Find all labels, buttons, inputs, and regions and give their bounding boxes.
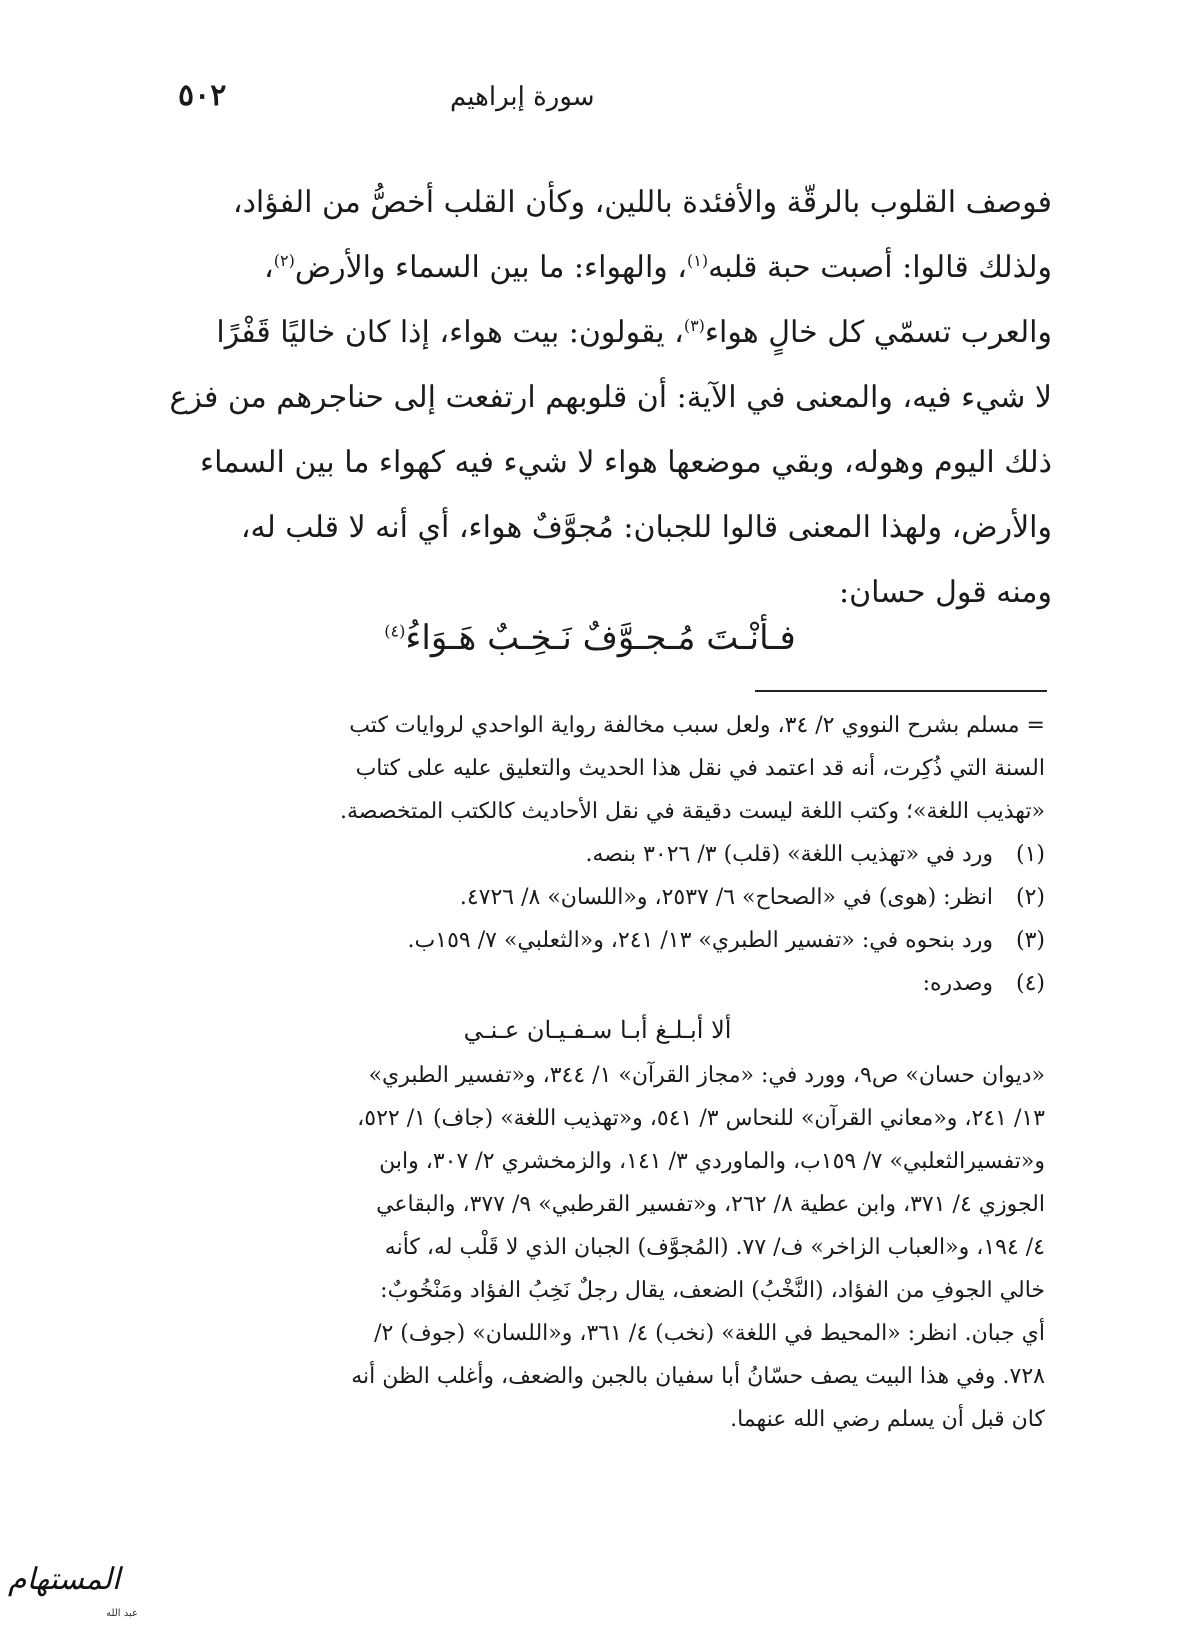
surah-title: سورة إبراهيم xyxy=(450,82,595,112)
footnote-line: «ديوان حسان» ص٩، وورد في: «مجاز القرآن» ١/ ٣٤٤، و«تفسير الطبري» xyxy=(368,1063,1045,1088)
main-text xyxy=(140,170,1052,625)
page-header xyxy=(150,78,1030,128)
footnote-text: ورد بنحوه في: «تفسير الطبري» ١٣/ ٢٤١، و«الثعلبي» ٧/ ١٥٩ب. xyxy=(407,928,993,953)
main-line: ومنه قول حسان: xyxy=(839,575,1052,610)
footnote-line: أي جبان. انظر: «المحيط في اللغة» (نخب) ٤/ ٣٦١، و«اللسان» (جوف) ٢/ xyxy=(374,1321,1045,1346)
footnote-line: و«تفسيرالثعلبي» ٧/ ١٥٩ب، والماوردي ٣/ ١٤١، والزمخشري ٢/ ٣٠٧، وابن xyxy=(379,1149,1045,1174)
main-line: والعرب تسمّي كل خالٍ هواء$^{(٣)}$، يقولون: بيت هواء، إذا كان خاليًا قَفْرًا xyxy=(216,315,1052,350)
footnote-number: (٣) xyxy=(1015,928,1045,953)
footnote-line: كان قبل أن يسلم رضي الله عنهما. xyxy=(730,1407,1045,1432)
footnote-text: انظر: (هوى) في «الصحاح» ٦/ ٢٥٣٧، و«اللسان» ٨/ ٤٧٢٦. xyxy=(459,885,993,910)
footnote-item xyxy=(150,919,1045,962)
footnote-line: ٤/ ١٩٤، و«العباب الزاخر» ف/ ٧٧. (المُجوَّف) الجبان الذي لا قَلْب له، كأنه xyxy=(384,1235,1045,1260)
main-line: ذلك اليوم وهوله، وبقي موضعها هواء لا شيء فيه كهواء ما بين السماء xyxy=(200,445,1052,480)
main-line: لا شيء فيه، والمعنى في الآية: أن قلوبهم ارتفعت إلى حناجرهم من فزع xyxy=(169,380,1052,415)
footnote-line: ٧٢٨. وفي هذا البيت يصف حسّانُ أبا سفيان بالجبن والضعف، وأغلب الظن أنه xyxy=(351,1364,1045,1389)
main-line: والأرض، ولهذا المعنى قالوا للجبان: مُجوَّفٌ هواء، أي أنه لا قلب له، xyxy=(240,510,1052,545)
watermark-text: المستهام xyxy=(8,1562,121,1597)
footnote-line: خالي الجوفِ من الفؤاد، (النَّخْبُ) الضعف، يقال رجلٌ نَخِبُ الفؤاد ومَنْخُوبٌ: xyxy=(380,1278,1045,1303)
footnote-number: (٤) xyxy=(1015,971,1045,996)
main-line: ولذلك قالوا: أصبت حبة قلبه$^{(١)}$، والهواء: ما بين السماء والأرض$^{(٢)}$، xyxy=(264,250,1052,285)
footnote-line: الجوزي ٤/ ٣٧١، وابن عطية ٨/ ٢٦٢، و«تفسير القرطبي» ٩/ ٣٧٧، والبقاعي xyxy=(376,1192,1045,1217)
footnote-continuation: = مسلم بشرح النووي ٢/ ٣٤، ولعل سبب مخالفة رواية الواحدي لروايات كتب xyxy=(349,713,1045,738)
main-line: فوصف القلوب بالرقّة والأفئدة باللين، وكأن القلب أخصُّ من الفؤاد، xyxy=(232,185,1052,220)
footnote-item xyxy=(150,876,1045,919)
footnote-continuation: السنة التي ذُكِرت، أنه قد اعتمد في نقل هذا الحديث والتعليق عليه على كتاب xyxy=(355,756,1045,781)
footnote-item xyxy=(150,833,1045,876)
footnote-text: وصدره: xyxy=(922,971,993,996)
footnote-ref: (٣) xyxy=(683,316,705,335)
footnote-divider xyxy=(755,690,1047,692)
footnote-continuation: «تهذيب اللغة»؛ وكتب اللغة ليست دقيقة في نقل الأحاديث كالكتب المتخصصة. xyxy=(339,799,1045,824)
footnote-ref: (٢) xyxy=(273,251,295,270)
footnote-number: (١) xyxy=(1015,842,1045,867)
poetry-verse: فـأنْـتَ مُـجـوَّفٌ نَـخِـبٌ هَـوَاءُ$^{(٤)}$ xyxy=(384,618,796,658)
footnote-poem: ألا أبـلـغ أبـا سـفـيـان عـنـي xyxy=(463,1016,732,1044)
footnote-number: (٢) xyxy=(1015,885,1045,910)
footnote-line: ١٣/ ٢٤١، و«معاني القرآن» للنحاس ٣/ ٥٤١، و«تهذيب اللغة» (جاف) ١/ ٥٢٢، xyxy=(357,1106,1045,1131)
footnote-ref: (١) xyxy=(686,251,709,270)
footnotes xyxy=(150,704,1045,1441)
watermark-logo xyxy=(8,1562,158,1632)
footnote-ref: (٤) xyxy=(384,621,406,641)
watermark-subtext: عبد الله xyxy=(106,1608,138,1619)
footnote-text: ورد في «تهذيب اللغة» (قلب) ٣/ ٣٠٢٦ بنصه. xyxy=(585,842,993,867)
footnote-item xyxy=(150,962,1045,1005)
page-number: ٥٠٢ xyxy=(178,78,227,113)
